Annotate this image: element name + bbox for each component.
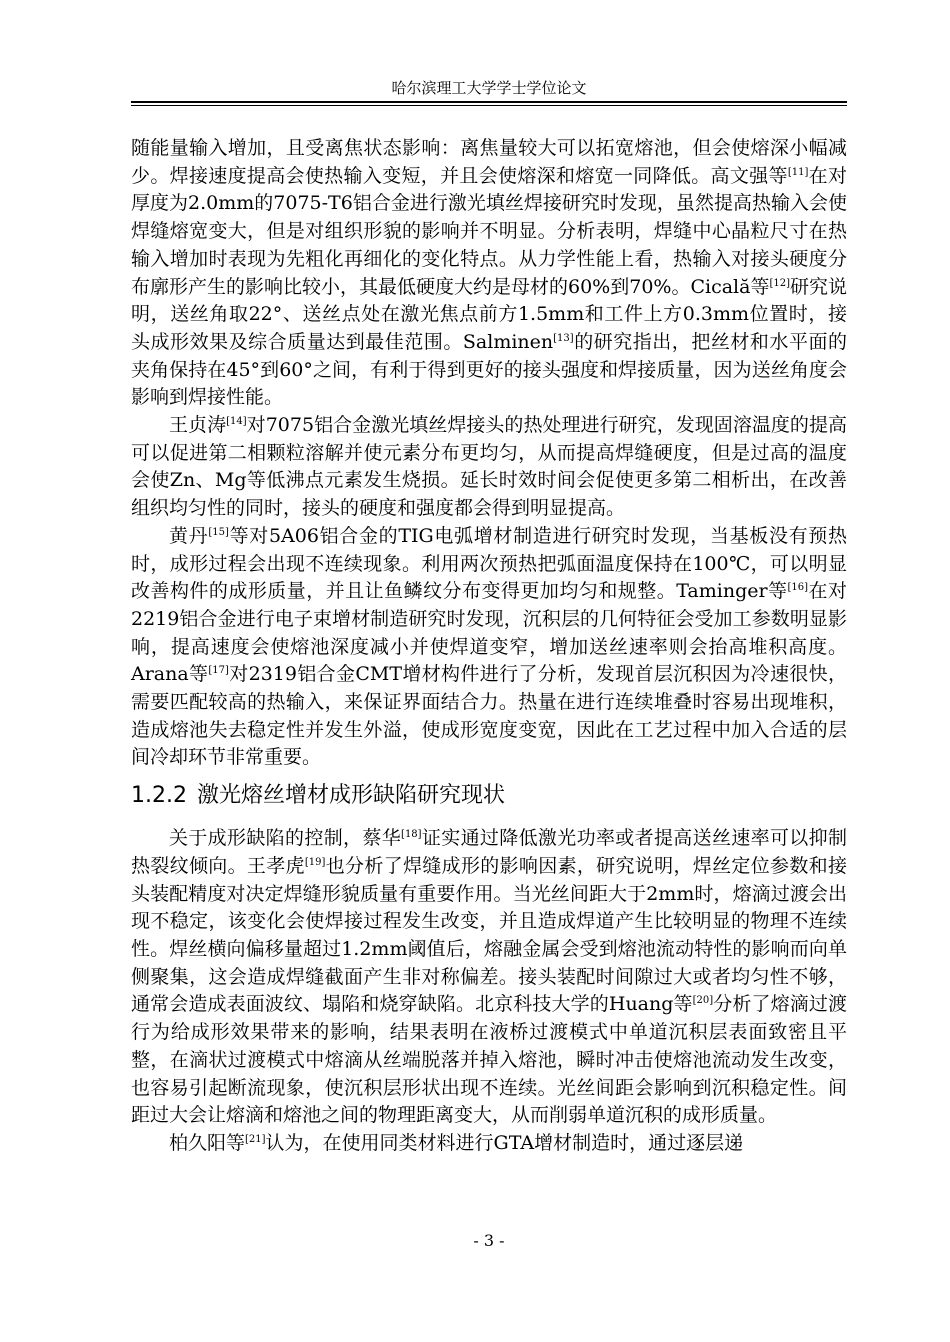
citation: [11] bbox=[787, 166, 809, 178]
citation: [16] bbox=[787, 582, 809, 594]
citation: [17] bbox=[208, 665, 229, 677]
citation: [20] bbox=[692, 995, 714, 1007]
paragraph-5: 柏久阳等[21]认为，在使用同类材料进行GTA增材制造时，通过逐层递 bbox=[169, 1131, 744, 1154]
page-header: 哈尔滨理工大学学士学位论文 bbox=[391, 79, 587, 97]
section-title: 激光熔丝增材成形缺陷研究现状 bbox=[196, 783, 505, 809]
header-rule bbox=[131, 101, 847, 103]
citation: [19] bbox=[304, 856, 326, 868]
citation: [21] bbox=[245, 1133, 266, 1145]
paragraph-4: 关于成形缺陷的控制，蔡华[18]证实通过降低激光功率或者提高送丝速率可以抑制热裂纹倾向。王孝虎[19]也分析了焊缝成形的影响因素，研究说明，焊丝定位参数和接头装配精度对决定焊缝形貌质量有重要作用。当光丝间距大于2mm时，熔滴过渡会出现不稳定，该变化会使焊接过程发生改变，并且造成焊道产生比较明显的物理不连续性。焊丝横向偏移量超过1.2mm阈值后，熔融金属会受到熔池流动特性的影响而向单侧聚集，这会造成焊缝截面产生非对称偏差。接头装配时间隙过大或者均匀性不够，通常会造成表面波纹、塌陷和烧穿缺陷。北京科技大学的Huang等[20]分析了熔滴过渡行为给成形效果带来的影响，结果表明在液桥过渡模式中单道沉积层表面致密且平整，在滴状过渡模式中熔滴从丝端脱落并掉入熔池，瞬时冲击使熔池流动发生改变，也容易引起断流现象，使沉积层形状出现不连续。光丝间距会影响到沉积稳定性。间距过大会让熔滴和熔池之间的物理距离变大，从而削弱单道沉积的成形质量。 bbox=[131, 827, 847, 1127]
citation: [12] bbox=[769, 277, 790, 289]
body-text bbox=[131, 135, 847, 1158]
citation: [15] bbox=[208, 526, 229, 538]
citation: [14] bbox=[226, 416, 247, 428]
header-rule-thin bbox=[131, 105, 847, 106]
paragraph-2: 王贞涛[14]对7075铝合金激光填丝焊接头的热处理进行研究，发现固溶温度的提高可以促进第二相颗粒溶解并使元素分布更均匀，从而提高焊缝硬度，但是过高的温度会使Zn、Mg等低沸点元素发生烧损。延长时效时间会促使更多第二相析出，在改善组织均匀性的同时，接头的硬度和强度都会得到明显提高。 bbox=[131, 414, 847, 520]
paragraph-3: 黄丹[15]等对5A06铝合金的TIG电弧增材制造进行研究时发现，当基板没有预热时，成形过程会出现不连续现象。利用两次预热把弧面温度保持在100℃，可以明显改善构件的成形质量，并且让鱼鳞纹分布变得更加均匀和规整。Taminger等[16]在对2219铝合金进行电子束增材制造研究时发现，沉积层的几何特征会受加工参数明显影响，提高速度会使熔池深度减小并使焊道变窄，增加送丝速率则会抬高堆积高度。Arana等[17]对2319铝合金CMT增材构件进行了分析，发现首层沉积因为冷速很快，需要匹配较高的热输入，来保证界面结合力。热量在进行连续堆叠时容易出现堆积，造成熔池失去稳定性并发生外溢，使成形宽度变宽，因此在工艺过程中加入合适的层间冷却环节非常重要。 bbox=[131, 524, 847, 769]
section-number: 1.2.2 bbox=[131, 783, 187, 809]
citation: [18] bbox=[401, 829, 422, 841]
paragraph-1: 随能量输入增加，且受离焦状态影响：离焦量较大可以拓宽熔池，但会使熔深小幅减少。焊接速度提高会使热输入变短，并且会使熔深和熔宽一同降低。高文强等[11]在对厚度为2.0mm的7075-T6铝合金进行激光填丝焊接研究时发现，虽然提高热输入会使焊缝熔宽变大，但是对组织形貌的影响并不明显。分析表明，焊缝中心晶粒尺寸在热输入增加时表现为先粗化再细化的变化特点。从力学性能上看，热输入对接头硬度分布廓形产生的影响比较小，其最低硬度大约是母材的60%到70%。Cicală等[12]研究说明，送丝角取22°、送丝点处在激光焦点前方1.5mm和工件上方0.3mm位置时，接头成形效果及综合质量达到最佳范围。Salminen[13]的研究指出，把丝材和水平面的夹角保持在45°到60°之间，有利于得到更好的接头强度和焊接质量，因为送丝角度会影响到焊接性能。 bbox=[131, 137, 847, 409]
section-heading bbox=[131, 779, 847, 813]
citation: [13] bbox=[553, 332, 574, 344]
page-number: - 3 - bbox=[473, 1231, 505, 1250]
